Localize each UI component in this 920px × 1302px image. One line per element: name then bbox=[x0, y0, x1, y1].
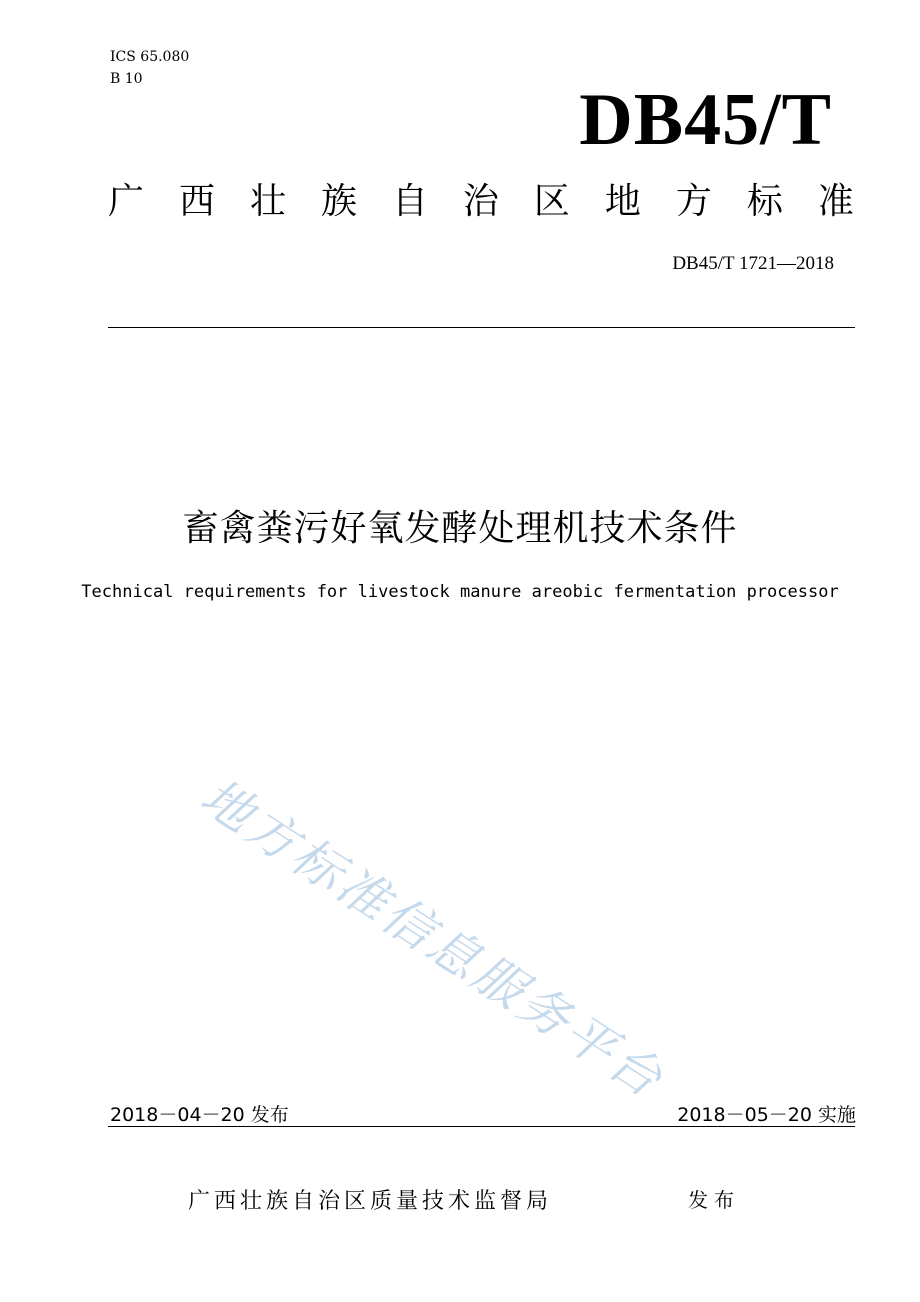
standard-type-char: 地 bbox=[604, 181, 641, 222]
standard-logo: DB45/T bbox=[579, 79, 832, 161]
footer-divider bbox=[108, 1126, 855, 1127]
standard-type-char: 方 bbox=[675, 181, 712, 222]
standard-type-char: 准 bbox=[817, 181, 854, 222]
ics-code: ICS 65.080 bbox=[110, 49, 190, 65]
issue-date: 2018－04－20 发布 bbox=[110, 1104, 289, 1126]
standard-type-char: 标 bbox=[746, 181, 783, 222]
standard-type-char: 区 bbox=[533, 181, 570, 222]
document-title-chinese: 畜禽粪污好氧发酵处理机技术条件 bbox=[182, 508, 738, 549]
ccs-code: B 10 bbox=[110, 71, 143, 87]
standard-type-char: 族 bbox=[320, 181, 357, 222]
document-title-english: Technical requirements for livestock manure areobic fermentation processor bbox=[81, 582, 839, 602]
watermark-text: 地方标准信息服务平台 bbox=[190, 767, 675, 1110]
standard-number: DB45/T 1721—2018 bbox=[672, 253, 834, 274]
issue-label: 发布 bbox=[688, 1188, 740, 1212]
standard-type-heading bbox=[108, 180, 854, 224]
standard-type-char: 广 bbox=[108, 181, 145, 222]
standard-type-char: 治 bbox=[462, 181, 499, 222]
standard-type-char: 西 bbox=[178, 181, 215, 222]
classification-codes bbox=[110, 46, 189, 90]
issuing-authority: 广西壮族自治区质量技术监督局 bbox=[188, 1189, 553, 1214]
implementation-date: 2018－05－20 实施 bbox=[677, 1104, 856, 1126]
header-divider bbox=[108, 327, 855, 328]
standard-type-char: 自 bbox=[391, 181, 428, 222]
standard-type-char: 壮 bbox=[249, 181, 286, 222]
